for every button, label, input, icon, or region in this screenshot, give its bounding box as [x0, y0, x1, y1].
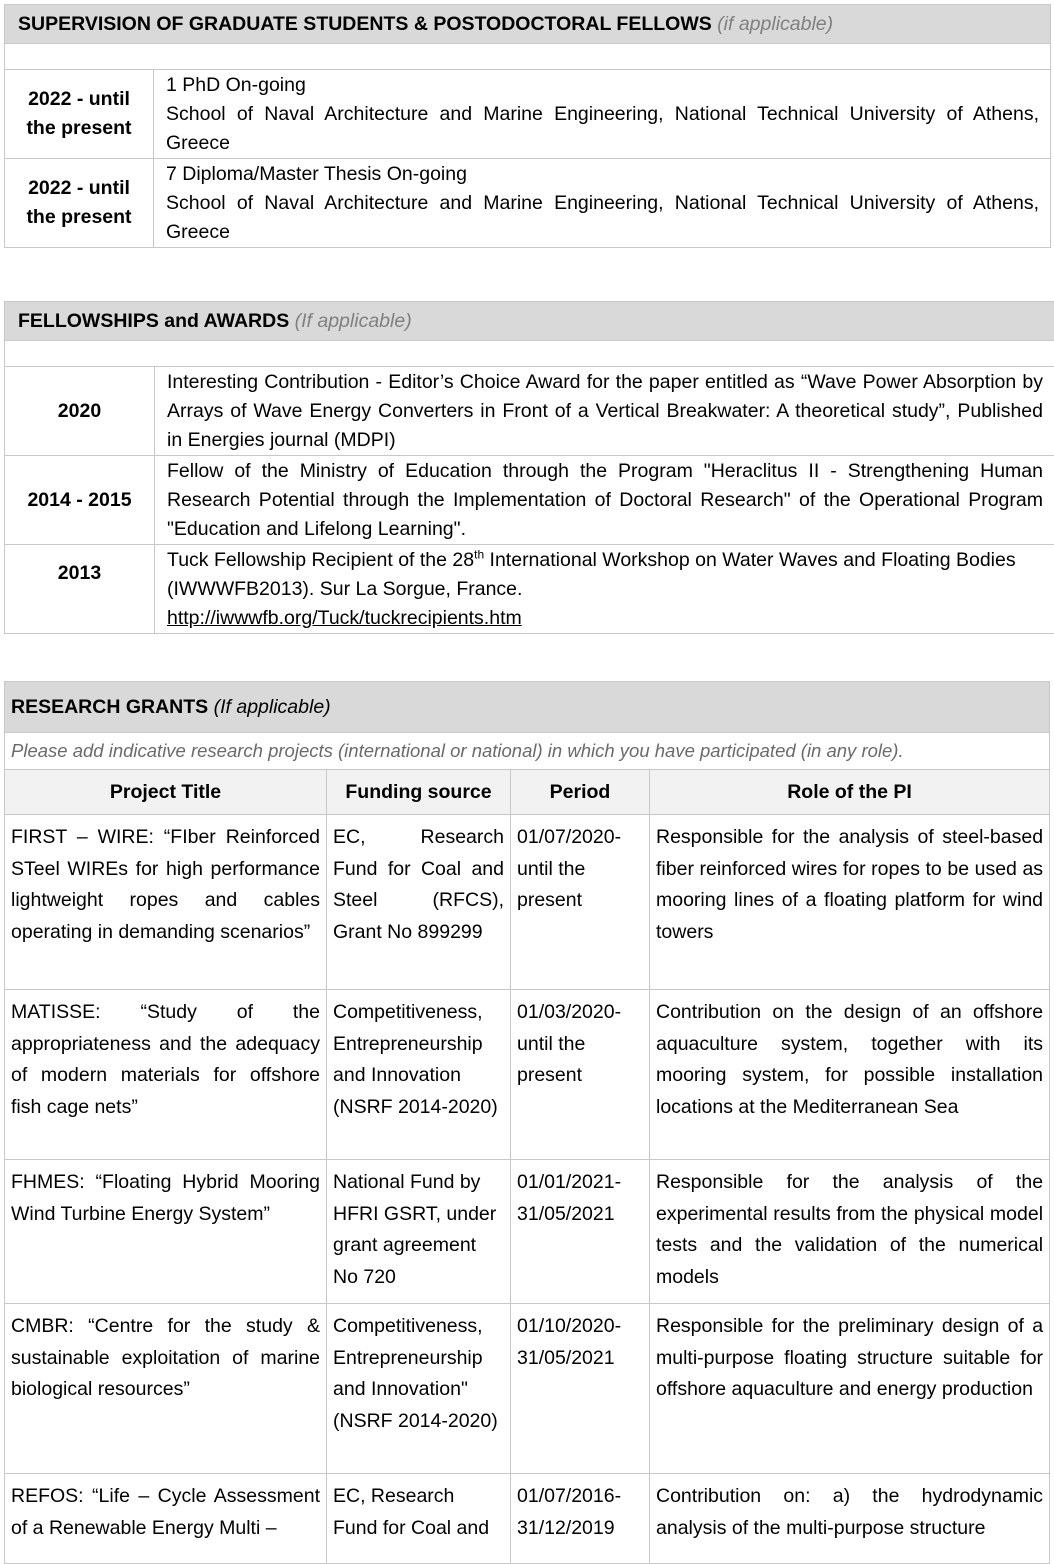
table-row — [5, 70, 1051, 159]
year-cell — [5, 70, 154, 159]
table-row — [5, 1160, 1050, 1304]
column-header: Period — [511, 770, 650, 815]
description-line: School of Naval Architecture and Marine Engineering, National Technical University of Athens, Greece — [166, 189, 1039, 247]
description-cell: Fellow of the Ministry of Education through the Program "Heraclitus II - Strengthening Human Research Potential through the Implementation of Doctoral Research" of the Operational Program "Education and Lifelong Learning". — [155, 456, 1054, 545]
project-title-cell: CMBR: “Centre for the study & sustainable exploitation of marine biological resources” — [5, 1304, 327, 1474]
role-cell: Responsible for the analysis of the experimental results from the physical model tests and the validation of the numerical models — [650, 1160, 1050, 1304]
column-header: Project Title — [5, 770, 327, 815]
instructions-row — [5, 733, 1050, 770]
funding-cell: EC, Research Fund for Coal and Steel (RFCS), Grant No 899299 — [327, 815, 511, 990]
table-row — [5, 990, 1050, 1160]
table-row — [5, 545, 1054, 634]
description-line: 7 Diploma/Master Thesis On-going — [166, 160, 1039, 189]
project-title-cell: MATISSE: “Study of the appropriateness and the adequacy of modern materials for offshore fish cage nets” — [5, 990, 327, 1160]
supervision-table — [4, 4, 1051, 248]
role-cell: Contribution on the design of an offshore aquaculture system, together with its mooring system, for possible installation locations at the Mediterranean Sea — [650, 990, 1050, 1160]
period-cell: 01/03/2020- until the present — [511, 990, 650, 1160]
role-cell: Responsible for the analysis of steel-based fiber reinforced wires for ropes to be used as mooring lines of a floating platform for wind towers — [650, 815, 1050, 990]
period-cell: 01/10/2020- 31/05/2021 — [511, 1304, 650, 1474]
spacer-row — [5, 341, 1054, 367]
spacer-row — [5, 44, 1051, 70]
role-cell: Contribution on: a) the hydrodynamic analysis of the multi-purpose structure — [650, 1474, 1050, 1564]
year-cell: 2013 — [5, 545, 155, 634]
table-row — [5, 1474, 1050, 1564]
funding-cell: Competitiveness, Entrepreneurship and Innovation" (NSRF 2014-2020) — [327, 1304, 511, 1474]
section-header — [5, 682, 1050, 733]
description-text: International Workshop on Water Waves and Floating Bodies (IWWWFB2013). Sur La Sorgue, France. — [167, 549, 1016, 600]
project-title-cell: FIRST – WIRE: “FIber Reinforced STeel WIREs for high performance lightweight ropes and cables operating in demanding scenarios” — [5, 815, 327, 990]
grants-table — [4, 681, 1050, 1564]
section-header — [5, 5, 1051, 44]
description-line: 1 PhD On-going — [166, 71, 1039, 100]
section-title: SUPERVISION OF GRADUATE STUDENTS & POSTODOCTORAL FELLOWS — [18, 13, 712, 35]
table-row — [5, 159, 1051, 248]
year-cell: 2014 - 2015 — [5, 456, 155, 545]
year-line: the present — [26, 117, 131, 139]
instructions-text: Please add indicative research projects (international or national) in which you have participated (in any role). — [5, 733, 1050, 770]
table-row — [5, 1304, 1050, 1474]
period-cell: 01/07/2020- until the present — [511, 815, 650, 990]
project-title-cell: FHMES: “Floating Hybrid Mooring Wind Turbine Energy System” — [5, 1160, 327, 1304]
section-title: RESEARCH GRANTS — [11, 696, 208, 718]
superscript: th — [474, 548, 484, 562]
description-cell — [155, 545, 1054, 634]
description-line: School of Naval Architecture and Marine Engineering, National Technical University of Athens, Greece — [166, 100, 1039, 158]
description-cell: Interesting Contribution - Editor’s Choice Award for the paper entitled as “Wave Power Absorption by Arrays of Wave Energy Converters in Front of a Vertical Breakwater: A theoretical study”, Published in Energies journal (MDPI) — [155, 367, 1054, 456]
column-header-row — [5, 770, 1050, 815]
year-line: the present — [26, 206, 131, 228]
description-cell — [154, 70, 1051, 159]
period-cell: 01/01/2021- 31/05/2021 — [511, 1160, 650, 1304]
section-note: (If applicable) — [295, 310, 412, 332]
year-line: 2022 - until — [28, 88, 130, 110]
project-title-cell: REFOS: “Life – Cycle Assessment of a Renewable Energy Multi – — [5, 1474, 327, 1564]
section-note: (If applicable) — [214, 696, 331, 718]
year-cell — [5, 159, 154, 248]
table-row — [5, 815, 1050, 990]
funding-cell: Competitiveness, Entrepreneurship and Innovation (NSRF 2014-2020) — [327, 990, 511, 1160]
table-row — [5, 367, 1054, 456]
year-cell: 2020 — [5, 367, 155, 456]
column-header: Funding source — [327, 770, 511, 815]
table-row — [5, 456, 1054, 545]
year-line: 2022 - until — [28, 177, 130, 199]
role-cell: Responsible for the preliminary design of a multi-purpose floating structure suitable for offshore aquaculture and energy production — [650, 1304, 1050, 1474]
description-cell — [154, 159, 1051, 248]
section-header — [5, 302, 1054, 341]
description-text: Tuck Fellowship Recipient of the 28 — [167, 549, 474, 571]
funding-cell: National Fund by HFRI GSRT, under grant agreement No 720 — [327, 1160, 511, 1304]
section-title: FELLOWSHIPS and AWARDS — [18, 310, 289, 332]
column-header: Role of the PI — [650, 770, 1050, 815]
funding-cell: EC, Research Fund for Coal and — [327, 1474, 511, 1564]
fellowships-table — [4, 301, 1054, 634]
period-cell: 01/07/2016- 31/12/2019 — [511, 1474, 650, 1564]
tuck-recipients-link[interactable]: http://iwwwfb.org/Tuck/tuckrecipients.htm — [167, 607, 522, 629]
section-note: (if applicable) — [717, 13, 833, 35]
